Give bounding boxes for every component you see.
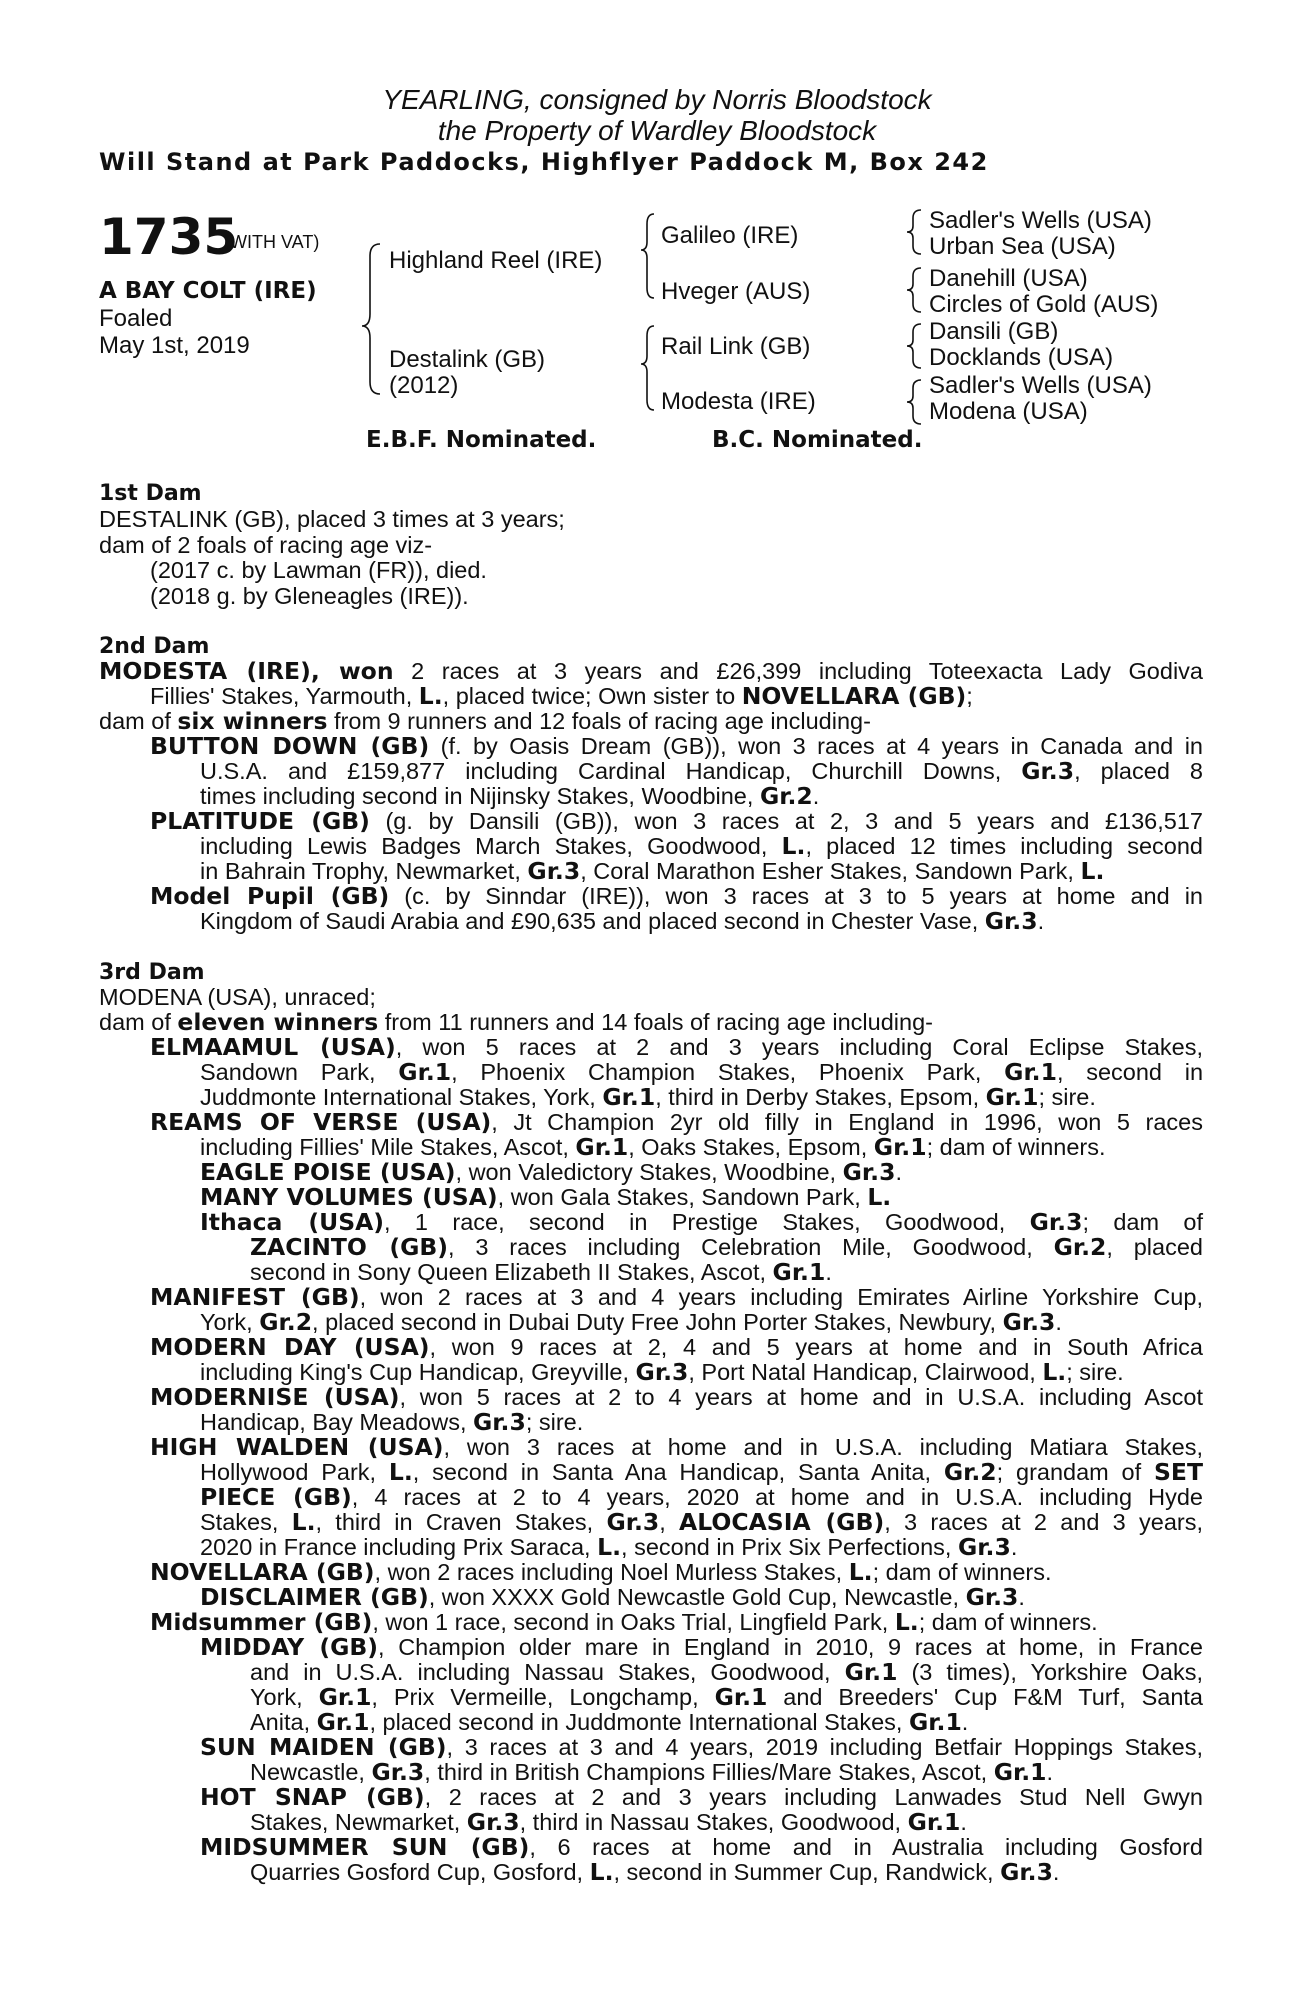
text-line: DISCLAIMER (GB), won XXXX Gold Newcastle Gold Cup, Newcastle, Gr.3.	[200, 1583, 1025, 1611]
third-dam-heading: 3rd Dam	[99, 960, 205, 985]
horse-name: DISCLAIMER (GB)	[200, 1583, 429, 1611]
first-dam-produce: (2017 c. by Lawman (FR)), died.	[150, 557, 487, 583]
gen3-3: Danehill (USA)	[929, 265, 1088, 292]
text-line: MODESTA (IRE), won 2 races at 3 years and £26,399 including Toteexacta Lady Godiva	[99, 657, 1203, 685]
text-line: Juddmonte International Stakes, York, Gr.1, third in Derby Stakes, Epsom, Gr.1; sire.	[200, 1083, 1096, 1111]
horse-name: ZACINTO (GB)	[250, 1233, 449, 1261]
text-line: MANY VOLUMES (USA), won Gala Stakes, Sandown Park, L.	[200, 1183, 892, 1211]
gen3-6: Docklands (USA)	[929, 344, 1114, 371]
dam-year: (2012)	[389, 372, 459, 399]
horse-name: NOVELLARA (GB)	[741, 682, 967, 710]
horse-name: NOVELLARA (GB)	[150, 1558, 375, 1586]
lot-description: A BAY COLT (IRE)	[99, 278, 317, 304]
text-line: ZACINTO (GB), 3 races including Celebration Mile, Goodwood, Gr.2, placed	[250, 1233, 1203, 1261]
horse-name: Model Pupil (GB)	[150, 882, 390, 910]
foaled-date: May 1st, 2019	[99, 332, 250, 359]
text-line: MANIFEST (GB), won 2 races at 3 and 4 years including Emirates Airline Yorkshire Cup,	[150, 1283, 1203, 1311]
horse-name: MODESTA (IRE), won	[99, 657, 394, 685]
text-line: REAMS OF VERSE (USA), Jt Champion 2yr old filly in England in 1996, won 5 races	[150, 1108, 1203, 1136]
horse-name: MODERNISE (USA)	[150, 1383, 400, 1411]
first-dam-line: DESTALINK (GB), placed 3 times at 3 years;	[99, 506, 565, 532]
text-line: PLATITUDE (GB) (g. by Dansili (GB)), won 3 races at 2, 3 and 5 years and £136,517	[150, 807, 1203, 835]
vat-note: (WITH VAT)	[224, 232, 320, 252]
text-line: MODENA (USA), unraced;	[99, 984, 376, 1010]
text-line: including Fillies' Mile Stakes, Ascot, Gr.1, Oaks Stakes, Epsom, Gr.1; dam of winners.	[200, 1133, 1106, 1161]
foaled-label: Foaled	[99, 305, 173, 332]
gen3-5: Dansili (GB)	[929, 318, 1059, 345]
text-line: EAGLE POISE (USA), won Valedictory Stakes, Woodbine, Gr.3.	[200, 1158, 902, 1186]
text-line: Handicap, Bay Meadows, Gr.3; sire.	[200, 1408, 584, 1436]
gen3-7: Sadler's Wells (USA)	[929, 372, 1152, 399]
first-dam-produce: (2018 g. by Gleneagles (IRE)).	[150, 583, 469, 609]
text-line: Model Pupil (GB) (c. by Sinndar (IRE)), won 3 races at 3 to 5 years at home and in	[150, 882, 1203, 910]
text-line: Kingdom of Saudi Arabia and £90,635 and placed second in Chester Vase, Gr.3.	[200, 907, 1045, 935]
dam-sire: Rail Link (GB)	[661, 333, 811, 360]
gen3-2: Urban Sea (USA)	[929, 233, 1116, 260]
text-line: second in Sony Queen Elizabeth II Stakes, Ascot, Gr.1.	[250, 1258, 832, 1286]
horse-name: Ithaca (USA)	[200, 1208, 385, 1236]
sire-dam: Hveger (AUS)	[661, 278, 811, 305]
text-line: York, Gr.2, placed second in Dubai Duty Free John Porter Stakes, Newbury, Gr.3.	[200, 1308, 1062, 1336]
text-line: U.S.A. and £159,877 including Cardinal Handicap, Churchill Downs, Gr.3, placed 8	[200, 757, 1203, 785]
second-dam-heading: 2nd Dam	[99, 634, 210, 659]
consignor-line: YEARLING, consigned by Norris Bloodstock	[382, 84, 932, 115]
horse-name: HOT SNAP (GB)	[200, 1783, 425, 1811]
text-line: Anita, Gr.1, placed second in Juddmonte International Stakes, Gr.1.	[250, 1708, 969, 1736]
text-line: and in U.S.A. including Nassau Stakes, Goodwood, Gr.1 (3 times), Yorkshire Oaks,	[250, 1658, 1203, 1686]
horse-name: HIGH WALDEN (USA)	[150, 1433, 444, 1461]
dam-dam: Modesta (IRE)	[661, 388, 816, 415]
horse-name: PLATITUDE (GB)	[150, 807, 370, 835]
gen3-8: Modena (USA)	[929, 398, 1088, 425]
sire-sire: Galileo (IRE)	[661, 222, 799, 249]
horse-name: PIECE (GB)	[200, 1483, 352, 1511]
text-line: times including second in Nijinsky Stakes, Woodbine, Gr.2.	[200, 782, 820, 810]
text-line: dam of eleven winners from 11 runners and 14 foals of racing age including-	[99, 1008, 933, 1036]
text-line: MIDSUMMER SUN (GB), 6 races at home and in Australia including Gosford	[200, 1833, 1203, 1861]
ebf-nomination: E.B.F. Nominated.	[366, 427, 597, 453]
horse-name: SET	[1153, 1458, 1203, 1486]
text-line: Stakes, Newmarket, Gr.3, third in Nassau Stakes, Goodwood, Gr.1.	[250, 1808, 967, 1836]
dam: Destalink (GB)	[389, 346, 546, 373]
text-line: PIECE (GB), 4 races at 2 to 4 years, 2020 at home and in U.S.A. including Hyde	[200, 1483, 1203, 1511]
lot-number: 1735	[99, 208, 239, 266]
horse-name: MIDSUMMER SUN (GB)	[200, 1833, 530, 1861]
text-line: SUN MAIDEN (GB), 3 races at 3 and 4 years, 2019 including Betfair Hoppings Stakes,	[200, 1733, 1203, 1761]
text-line: York, Gr.1, Prix Vermeille, Longchamp, Gr.1 and Breeders' Cup F&M Turf, Santa	[250, 1683, 1203, 1711]
horse-name: Midsummer (GB)	[150, 1608, 373, 1636]
gen3-4: Circles of Gold (AUS)	[929, 291, 1159, 318]
text-line: Quarries Gosford Cup, Gosford, L., second in Summer Cup, Randwick, Gr.3.	[250, 1858, 1060, 1886]
horse-name: BUTTON DOWN (GB)	[150, 732, 430, 760]
text-line: MODERNISE (USA), won 5 races at 2 to 4 years at home and in U.S.A. including Ascot	[150, 1383, 1204, 1411]
horse-name: MANIFEST (GB)	[150, 1283, 360, 1311]
horse-name: ALOCASIA (GB)	[679, 1508, 885, 1536]
first-dam-heading: 1st Dam	[99, 481, 202, 506]
text-line: Stakes, L., third in Craven Stakes, Gr.3, ALOCASIA (GB), 3 races at 2 and 3 years,	[200, 1508, 1203, 1536]
location-line: Will Stand at Park Paddocks, Highflyer Paddock M, Box 242	[99, 148, 989, 176]
first-dam-line: dam of 2 foals of racing age viz-	[99, 532, 433, 558]
text-line: Newcastle, Gr.3, third in British Champions Fillies/Mare Stakes, Ascot, Gr.1.	[250, 1758, 1054, 1786]
text-line: Midsummer (GB), won 1 race, second in Oaks Trial, Lingfield Park, L.; dam of winners.	[150, 1608, 1098, 1636]
text-line: HOT SNAP (GB), 2 races at 2 and 3 years including Lanwades Stud Nell Gwyn	[200, 1783, 1203, 1811]
horse-name: EAGLE POISE (USA)	[200, 1158, 456, 1186]
text-line: NOVELLARA (GB), won 2 races including Noel Murless Stakes, L.; dam of winners.	[150, 1558, 1052, 1586]
text-line: ELMAAMUL (USA), won 5 races at 2 and 3 years including Coral Eclipse Stakes,	[150, 1033, 1203, 1061]
text-line: Hollywood Park, L., second in Santa Ana Handicap, Santa Anita, Gr.2; grandam of SET	[200, 1458, 1203, 1486]
text-line: including Lewis Badges March Stakes, Goodwood, L., placed 12 times including second	[200, 832, 1204, 860]
text-line: Fillies' Stakes, Yarmouth, L., placed twice; Own sister to NOVELLARA (GB);	[150, 682, 973, 710]
text-line: HIGH WALDEN (USA), won 3 races at home and in U.S.A. including Matiara Stakes,	[150, 1433, 1203, 1461]
text-line: MIDDAY (GB), Champion older mare in England in 2010, 9 races at home, in France	[200, 1633, 1203, 1661]
sire: Highland Reel (IRE)	[389, 247, 603, 274]
horse-name: MANY VOLUMES (USA)	[200, 1183, 498, 1211]
text-line: Sandown Park, Gr.1, Phoenix Champion Stakes, Phoenix Park, Gr.1, second in	[200, 1058, 1204, 1086]
horse-name: SUN MAIDEN (GB)	[200, 1733, 447, 1761]
horse-name: REAMS OF VERSE (USA)	[150, 1108, 492, 1136]
horse-name: MODERN DAY (USA)	[150, 1333, 430, 1361]
gen3-1: Sadler's Wells (USA)	[929, 207, 1152, 234]
text-line: dam of six winners from 9 runners and 12 foals of racing age including-	[99, 707, 871, 735]
text-line: BUTTON DOWN (GB) (f. by Oasis Dream (GB)), won 3 races at 4 years in Canada and in	[150, 732, 1203, 760]
horse-name: MIDDAY (GB)	[200, 1633, 379, 1661]
text-line: Ithaca (USA), 1 race, second in Prestige Stakes, Goodwood, Gr.3; dam of	[200, 1208, 1204, 1236]
property-line: the Property of Wardley Bloodstock	[437, 115, 877, 146]
text-line: 2020 in France including Prix Saraca, L., second in Prix Six Perfections, Gr.3.	[200, 1533, 1018, 1561]
horse-name: ELMAAMUL (USA)	[150, 1033, 396, 1061]
text-line: in Bahrain Trophy, Newmarket, Gr.3, Coral Marathon Esher Stakes, Sandown Park, L.	[200, 857, 1105, 885]
bc-nomination: B.C. Nominated.	[712, 427, 923, 453]
text-line: including King's Cup Handicap, Greyville, Gr.3, Port Natal Handicap, Clairwood, L.; sire.	[200, 1358, 1124, 1386]
text-line: MODERN DAY (USA), won 9 races at 2, 4 and 5 years at home and in South Africa	[150, 1333, 1204, 1361]
